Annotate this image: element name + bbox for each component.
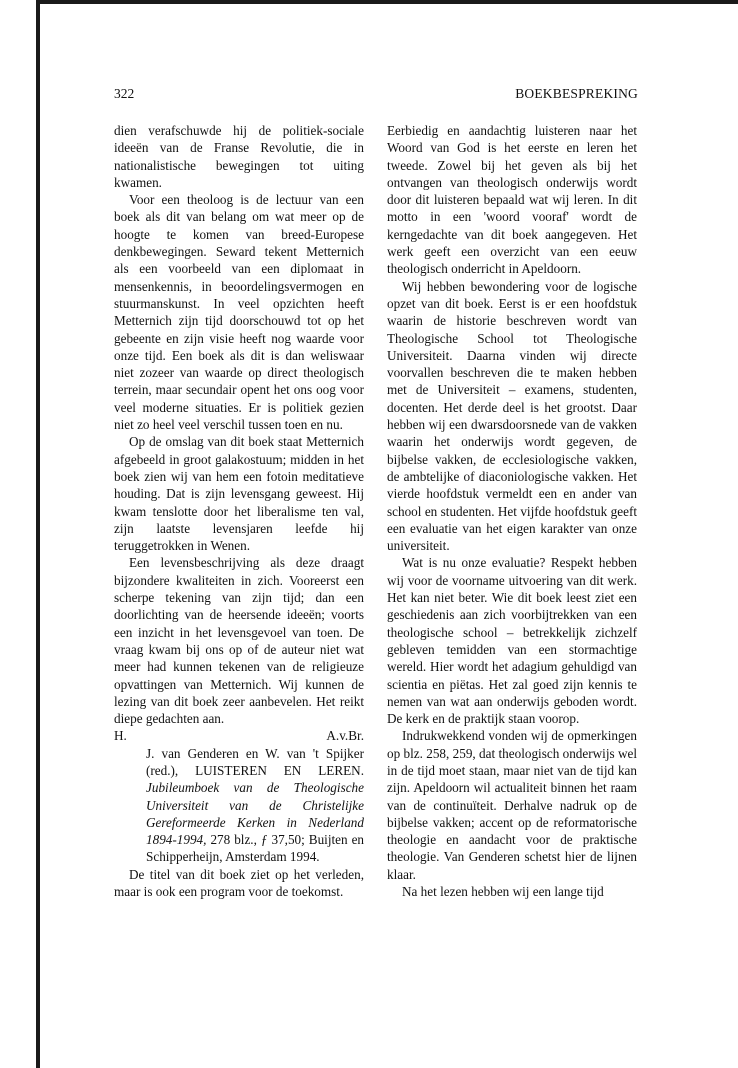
review-publisher: 37,50; Buijten en Schipperheijn, Amsterdam 1994. [146, 832, 365, 865]
paragraph: Wij hebben bewondering voor de logische opzet van dit boek. Eerst is er een hoofdstuk waarin de historie beschreven wordt van Theologische School tot Theologische Universiteit. Daarna vinden wij directe voorvallen beschreven die te maken hebben met de Universiteit – examens, studenten, docenten. Het derde deel is het grootst. Daar hebben wij een dwarsdoorsnede van de vakken waarin het onderwijs wordt gegeven, de bijbelse vakken, de ecclesiologische vakken, de ambtelijke of diaconiologische vakken. Het vierde hoofdstuk vermeldt een en ander van school en studenten. Het vijfde hoofdstuk geeft een evaluatie van het eigen karakter van onze universiteit. [387, 278, 637, 554]
page-number: 322 [114, 86, 135, 101]
review-signature [114, 727, 364, 744]
running-head: BOEKBESPREKING [515, 86, 638, 101]
paragraph: Na het lezen hebben wij een lange tijd [402, 884, 604, 900]
paragraph: Eerbiedig en aandachtig luisteren naar het Woord van God is het eerste en leren het tweede. Zowel bij het geven als bij het ontvangen van theologisch onderwijs wordt door dit luisteren bepaald wat wij leren. In dit motto in een 'woord vooraf' wordt de kerngedachte van dit boek aangegeven. Het werk geeft een overzicht van een eeuw theologisch onderricht in Apeldoorn. [387, 123, 637, 277]
signature-author: A.v.Br. [326, 728, 364, 744]
right-column [387, 122, 637, 900]
paragraph: dien verafschuwde hij de politiek-sociale ideeën van de Franse Revolutie, die in nationalistische bewegingen tot uiting kwamen. [114, 123, 364, 190]
review-authors-title: J. van Genderen en W. van 't Spijker (red.), LUISTEREN EN LEREN. [146, 745, 364, 778]
review-pages: 278 blz., [210, 832, 257, 848]
florin-sign: ƒ [260, 832, 268, 848]
paragraph: Voor een theoloog is de lectuur van een boek als dit van belang om wat meer op de hoogte te komen van breed-Europese denkbewegingen. Seward tekent Metternich als een voorbeeld van een diplomaat in mensenkennis, in beoordelingsvermogen en stuurmanskunst. In veel opzichten heeft Metternich zijn tijd doorschouwd tot op het gebeente en zijn visie heeft nog waarde voor onze tijd. Een boek als dit is dan weliswaar niet zozeer van waarde op direct theologisch terrein, maar secundair opent het ons oog voor veel moderne situaties. Er is politiek gezien niet zo heel veel verschil tussen toen en nu. [114, 192, 364, 433]
paragraph: Wat is nu onze evaluatie? Respekt hebben wij voor de voorname uitvoering van dit werk. Het kan niet beter. Wie dit boek leest ziet een geschiedenis aan zich voorbijtrekken van een theologische school – betrekkelijk zichzelf gebleven temidden van een stormachtige wereld. Hier wordt het adagium gehuldigd van scientia en piëtas. Het zal goed zijn kennis te nemen van wat aan onderwijs geboden wordt. De kerk en de praktijk staan voorop. [387, 555, 637, 727]
paragraph: Indrukwekkend vonden wij de opmerkingen op blz. 258, 259, dat theologisch onderwijs wel in de tijd moet staan, maar niet van de tijd kan zijn. Apeldoorn wil actualiteit binnen het raam van de continuïteit. Derhalve nadruk op de bijbelse vakken; accent op de reformatorische theologie en aandacht voor de praktische theologie. Van Genderen schetst hier de lijnen klaar. [387, 728, 637, 882]
scan-border-top [36, 0, 738, 4]
scan-border-left [36, 0, 40, 1068]
review-subtitle: Jubileumboek van de Theologische Universiteit van de Christelijke Gereformeerde Kerken in Nederland 1894-1994, [146, 780, 364, 848]
paragraph: Op de omslag van dit boek staat Metternich afgebeeld in groot galakostuum; midden in het boek zien wij van hem een fotoin meditatieve houding. Dat is zijn levensgang geweest. Hij kwam tenslotte door het liberalisme ten val, zijn laatste levensjaren leefde hij teruggetrokken in Wenen. [114, 434, 364, 554]
left-column [114, 122, 364, 900]
book-review-entry [114, 745, 364, 866]
paragraph: De titel van dit boek ziet op het verleden, maar is ook een program voor de toekomst. [114, 866, 364, 900]
signature-initial: H. [114, 728, 127, 744]
paragraph: Een levensbeschrijving als deze draagt bijzondere kwaliteiten in zich. Vooreerst een scherpe tekening van zijn tijd; dan een doorlichting van de heersende ideeën; voorts een inzicht in het levensgevoel van toen. De vraag kwam bij ons op of de auteur niet wat meer had kunnen tekenen van de religieuze opvattingen van Metternich. Wij kunnen de lezing van dit boek zeer aanbevelen. Het reikt diepe gedachten aan. [114, 555, 364, 727]
